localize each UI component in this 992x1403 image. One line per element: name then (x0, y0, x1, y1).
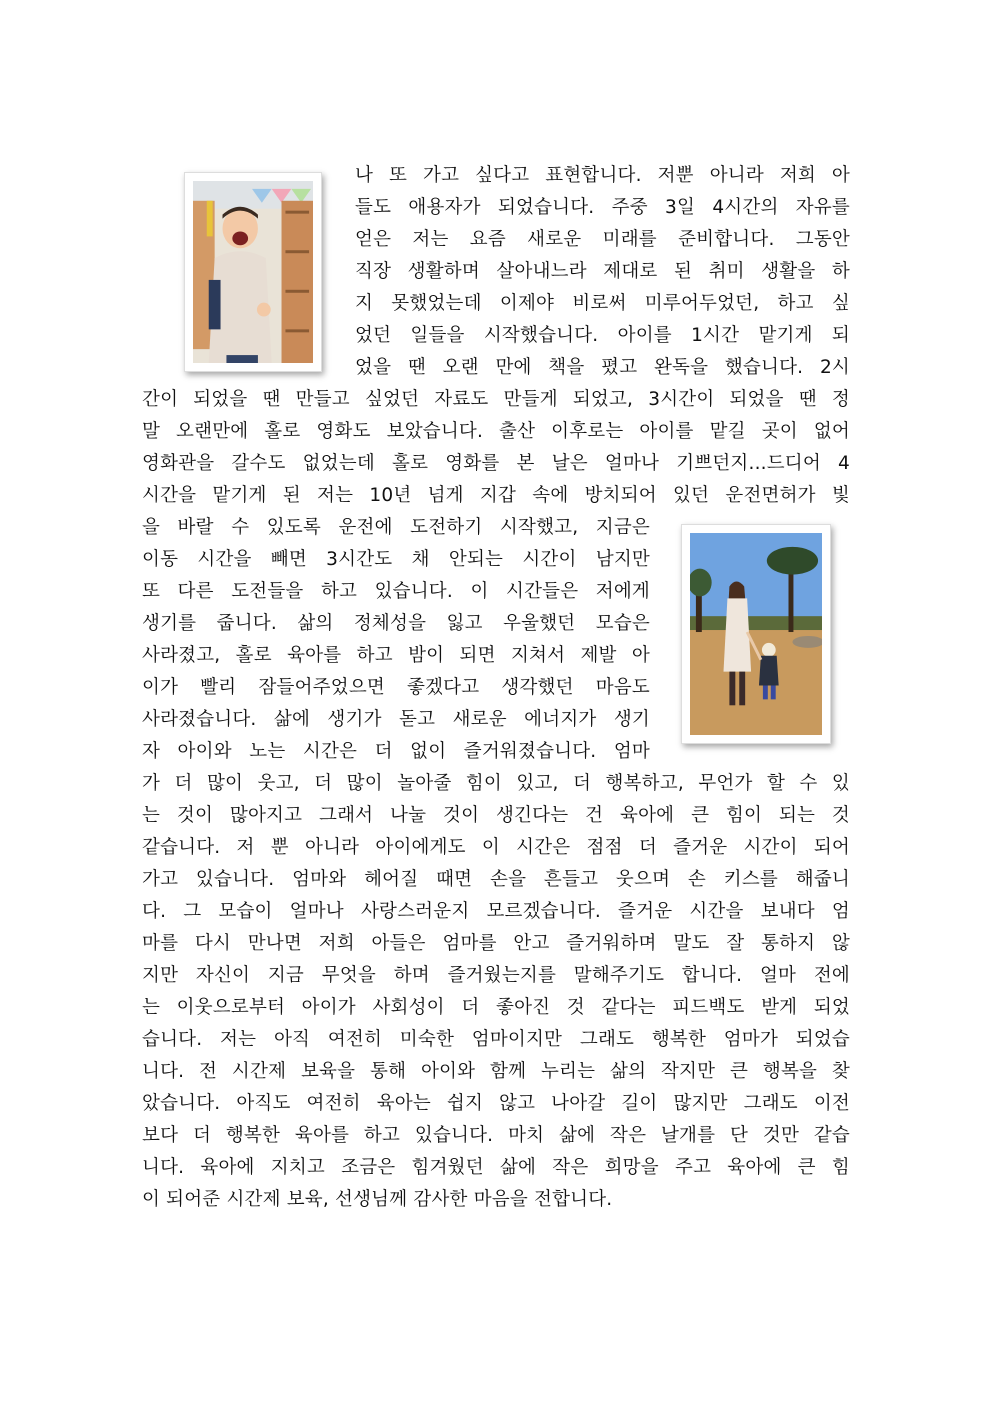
text-line-20: 가 더 많이 웃고, 더 많이 놀아줄 힘이 있고, 더 행복하고, 무언가 할 수 있 (142, 773, 850, 794)
text-line-11: 시간을 맡기게 된 저는 10년 넘게 지갑 속에 방치되어 있던 운전면허가 빛 (142, 485, 850, 506)
child-classroom-photo (184, 172, 322, 372)
text-line-27: 는 이웃으로부터 아이가 사회성이 더 좋아진 것 같다는 피드백도 받게 되었 (142, 997, 850, 1018)
mother-child-park-image (690, 533, 822, 735)
text-line-16: 사라졌고, 홀로 육아를 하고 밤이 되면 지쳐서 제발 아 (142, 645, 650, 666)
text-line-10: 영화관을 갈수도 없었는데 홀로 영화를 본 날은 얼마나 기쁘던지...드디어 4 (142, 453, 850, 474)
text-line-5: 지 못했었는데 이제야 비로써 미루어두었던, 하고 싶 (355, 293, 850, 314)
text-line-22: 같습니다. 저 뿐 아니라 아이에게도 이 시간은 점점 더 즐거운 시간이 되어 (142, 837, 850, 858)
text-line-2: 들도 애용자가 되었습니다. 주중 3일 4시간의 자유를 (355, 197, 850, 218)
text-line-33: 이 되어준 시간제 보육, 선생님께 감사한 마음을 전합니다. (142, 1189, 613, 1210)
text-line-12: 을 바랄 수 있도록 운전에 도전하기 시작했고, 지금은 (142, 517, 650, 538)
text-line-31: 보다 더 행복한 육아를 하고 있습니다. 마치 삶에 작은 날개를 단 것만 같습 (142, 1125, 850, 1146)
text-line-6: 었던 일들을 시작했습니다. 아이를 1시간 맡기게 되 (355, 325, 850, 346)
text-line-9: 말 오랜만에 홀로 영화도 보았습니다. 출산 이후로는 아이를 맡길 곳이 없어 (142, 421, 850, 442)
text-line-4: 직장 생활하며 살아내느라 제대로 된 취미 생활을 하 (355, 261, 850, 282)
mother-child-park-photo (681, 524, 831, 744)
text-line-15: 생기를 줍니다. 삶의 정체성을 잃고 우울했던 모습은 (142, 613, 650, 634)
text-line-13: 이동 시간을 빼면 3시간도 채 안되는 시간이 남지만 (142, 549, 650, 570)
text-line-3: 얻은 저는 요즘 새로운 미래를 준비합니다. 그동안 (355, 229, 850, 250)
text-line-29: 니다. 전 시간제 보육을 통해 아이와 함께 누리는 삶의 작지만 큰 행복을 찾 (142, 1061, 850, 1082)
text-line-18: 사라졌습니다. 삶에 생기가 돋고 새로운 에너지가 생기 (142, 709, 650, 730)
text-line-1: 나 또 가고 싶다고 표현합니다. 저뿐 아니라 저희 아 (355, 165, 850, 186)
child-classroom-image (193, 181, 313, 363)
text-line-30: 았습니다. 아직도 여전히 육아는 쉽지 않고 나아갈 길이 많지만 그래도 이전 (142, 1093, 850, 1114)
text-line-17: 이가 빨리 잠들어주었으면 좋겠다고 생각했던 마음도 (142, 677, 650, 698)
text-line-19: 자 아이와 노는 시간은 더 없이 즐거워졌습니다. 엄마 (142, 741, 650, 762)
text-line-26: 지만 자신이 지금 무엇을 하며 즐거웠는지를 말해주기도 합니다. 얼마 전에 (142, 965, 850, 986)
text-line-28: 습니다. 저는 아직 여전히 미숙한 엄마이지만 그래도 행복한 엄마가 되었습 (142, 1029, 850, 1050)
text-line-7: 었을 땐 오랜 만에 책을 폈고 완독을 했습니다. 2시 (355, 357, 850, 378)
text-line-14: 또 다른 도전들을 하고 있습니다. 이 시간들은 저에게 (142, 581, 650, 602)
text-line-25: 마를 다시 만나면 저희 아들은 엄마를 안고 즐거워하며 말도 잘 통하지 않 (142, 933, 850, 954)
text-line-23: 가고 있습니다. 엄마와 헤어질 때면 손을 흔들고 웃으며 손 키스를 해줍니 (142, 869, 850, 890)
text-line-32: 니다. 육아에 지치고 조금은 힘겨웠던 삶에 작은 희망을 주고 육아에 큰 힘 (142, 1157, 850, 1178)
text-line-24: 다. 그 모습이 얼마나 사랑스러운지 모르겠습니다. 즐거운 시간을 보내다 엄 (142, 901, 850, 922)
text-line-8: 간이 되었을 땐 만들고 싶었던 자료도 만들게 되었고, 3시간이 되었을 땐 정 (142, 389, 850, 410)
text-line-21: 는 것이 많아지고 그래서 나눌 것이 생긴다는 건 육아에 큰 힘이 되는 것 (142, 805, 850, 826)
